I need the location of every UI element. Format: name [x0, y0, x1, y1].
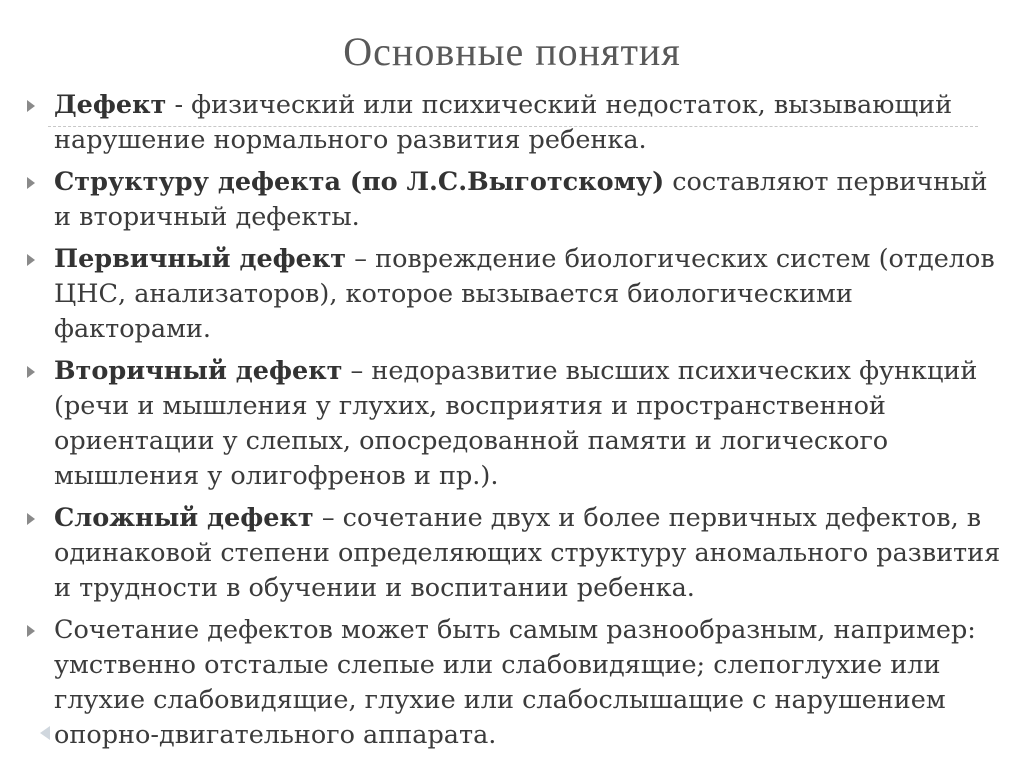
triangle-right-icon [27, 177, 35, 189]
triangle-left-icon[interactable] [40, 726, 50, 740]
term: Дефект [54, 90, 167, 120]
term: Первичный дефект [54, 244, 347, 274]
bullet-item-defect [22, 88, 1007, 158]
bullet-item-defect-combination [22, 613, 1007, 753]
definition: - физический или психический недостаток, вызывающий нарушение нормального развития ребенка. [54, 90, 953, 155]
definition: – повреждение биологических систем (отделов ЦНС, анализаторов), которое вызывается биологическими факторами. [54, 244, 995, 344]
triangle-right-icon [27, 625, 35, 637]
term: Сложный дефект [54, 503, 314, 533]
triangle-right-icon [27, 100, 35, 112]
triangle-right-icon [27, 366, 35, 378]
bullet-item-secondary-defect [22, 354, 1007, 494]
bullet-list [22, 88, 1007, 760]
term: Вторичный дефект [54, 356, 343, 386]
slide-title: Основные понятия [343, 29, 681, 74]
triangle-right-icon [27, 254, 35, 266]
definition: – недоразвитие высших психических функций (речи и мышления у глухих, восприятия и пространственной ориентации у слепых, опосредованной памяти и логического мышления у олигофренов и пр.). [54, 356, 978, 491]
definition: составляют первичный и вторичный дефекты. [54, 167, 988, 232]
bullet-item-defect-structure [22, 165, 1007, 235]
definition: Сочетание дефектов может быть самым разнообразным, например: умственно отсталые слепые или слабовидящие; слепоглухие или глухие слабовидящие, глухие или слабослышащие с нарушением опорно-двигательного аппарата. [54, 615, 976, 750]
term: Структуру дефекта (по Л.С.Выготскому) [54, 167, 665, 197]
bullet-item-primary-defect [22, 242, 1007, 347]
bullet-item-complex-defect [22, 501, 1007, 606]
definition: – сочетание двух и более первичных дефектов, в одинаковой степени определяющих структуру аномального развития и трудности в обучении и воспитании ребенка. [54, 503, 1001, 603]
triangle-right-icon [27, 513, 35, 525]
